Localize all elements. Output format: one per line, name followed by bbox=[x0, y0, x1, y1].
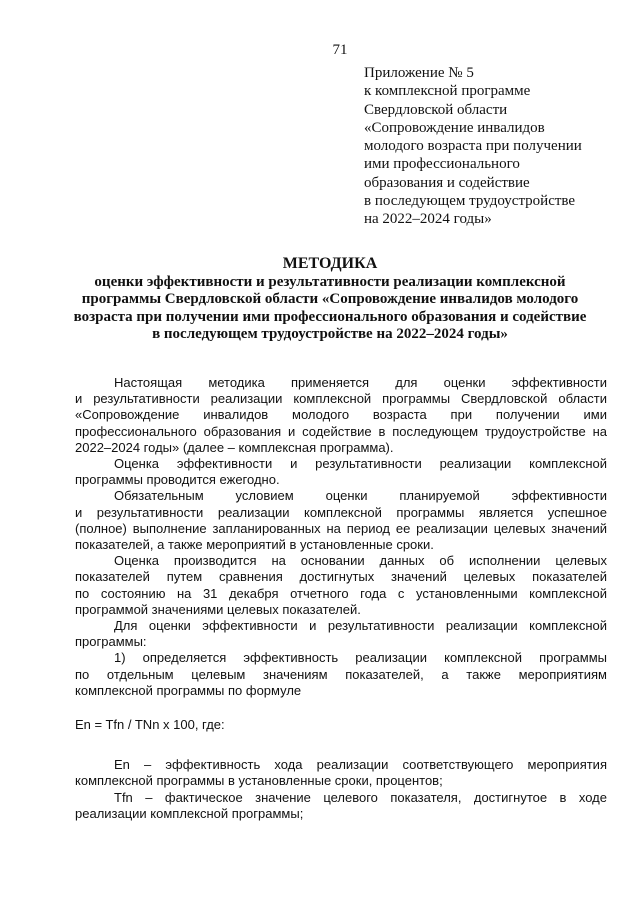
document-title bbox=[60, 255, 600, 344]
text-line: En – эффективность хода реализации соответствующего мероприятия bbox=[114, 757, 607, 773]
appendix-line: на 2022–2024 годы» bbox=[364, 211, 492, 228]
text-line: программы: bbox=[75, 634, 147, 650]
appendix-line: молодого возраста при получении bbox=[364, 138, 582, 155]
paragraph-1 bbox=[75, 375, 607, 456]
text-line: 1) определяется эффективность реализации комплексной программы bbox=[114, 650, 607, 666]
paragraph-2 bbox=[75, 456, 607, 488]
text-line: и результативности реализации комплексной программы является успешное bbox=[75, 504, 607, 520]
text-line: «Сопровождение инвалидов молодого возраста при получении ими bbox=[75, 407, 607, 423]
text-line: комплексной программы по формуле bbox=[75, 682, 302, 698]
text-line: Для оценки эффективности и результативности реализации комплексной bbox=[114, 618, 607, 634]
appendix-line: к комплексной программе bbox=[364, 83, 531, 100]
text-line: реализации комплексной программы; bbox=[75, 805, 304, 821]
appendix-line: образования и содействие bbox=[364, 174, 530, 191]
appendix-line: «Сопровождение инвалидов bbox=[364, 119, 545, 136]
paragraph-6 bbox=[75, 650, 607, 699]
title-line: в последующем трудоустройстве на 2022–2024 годы» bbox=[152, 326, 508, 342]
document-body bbox=[75, 375, 607, 822]
appendix-line: Свердловской области bbox=[364, 101, 508, 118]
paragraph-3 bbox=[75, 488, 607, 553]
paragraph-5 bbox=[75, 618, 607, 650]
text-line: по отдельным целевым значениям показателей, а также мероприятиям bbox=[75, 666, 607, 682]
formula: En = Tfn / TNn x 100, где: bbox=[75, 717, 225, 733]
text-line: показателей, а также мероприятий в установленные сроки. bbox=[75, 537, 434, 553]
text-line: профессионального образования и содействие в последующем трудоустройстве на bbox=[75, 423, 607, 439]
text-line: показателей путем сравнения достигнутых значений целевых показателей bbox=[75, 569, 607, 585]
title-line: возраста при получении ими профессионального образования и содействие bbox=[73, 308, 587, 325]
title-line: программы Свердловской области «Сопровождение инвалидов молодого bbox=[81, 291, 579, 307]
text-line: комплексной программы в установленные сроки, процентов; bbox=[75, 773, 443, 789]
paragraph-4 bbox=[75, 553, 607, 618]
text-line: Оценка производится на основании данных об исполнении целевых bbox=[114, 553, 607, 569]
text-line: программы проводится ежегодно. bbox=[75, 472, 280, 488]
text-line: Оценка эффективности и результативности реализации комплексной bbox=[114, 456, 607, 472]
text-line: Tfn – фактическое значение целевого показателя, достигнутое в ходе bbox=[114, 789, 607, 805]
title-line: оценки эффективности и результативности реализации комплексной bbox=[94, 273, 566, 290]
text-line: Настоящая методика применяется для оценки эффективности bbox=[114, 375, 607, 390]
text-line: Обязательным условием оценки планируемой эффективности bbox=[114, 488, 607, 504]
appendix-line: ими профессионального bbox=[364, 156, 520, 173]
paragraph-8 bbox=[75, 790, 607, 822]
text-line: по состоянию на 31 декабря отчетного года с установленными комплексной bbox=[75, 585, 607, 601]
page-number: 71 bbox=[332, 42, 348, 58]
appendix-header bbox=[364, 64, 614, 229]
text-line: и результативности реализации комплексной программы Свердловской области bbox=[75, 391, 607, 407]
appendix-line: Приложение № 5 bbox=[364, 65, 474, 81]
text-line: 2022–2024 годы» (далее – комплексная программа). bbox=[75, 439, 394, 455]
paragraph-7 bbox=[75, 757, 607, 789]
appendix-line: в последующем трудоустройстве bbox=[364, 193, 576, 210]
title-main: МЕТОДИКА bbox=[282, 255, 378, 272]
text-line: (полное) выполнение запланированных на период ее реализации целевых значений bbox=[75, 520, 607, 536]
text-line: программой значениями целевых показателей. bbox=[75, 601, 361, 617]
